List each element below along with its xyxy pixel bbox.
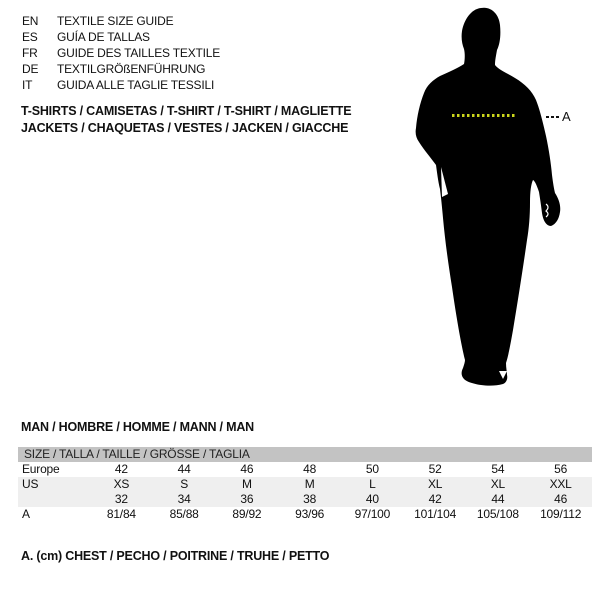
size-cell: 93/96 — [295, 507, 325, 521]
row-label: A — [22, 507, 30, 521]
language-row — [22, 13, 220, 29]
size-cell: 48 — [303, 462, 317, 476]
language-title: GUIDA ALLE TAGLIE TESSILI — [57, 78, 215, 92]
language-row — [22, 29, 220, 45]
language-row — [22, 45, 220, 61]
measurement-leader-line — [546, 116, 560, 118]
size-cell: L — [369, 477, 376, 491]
size-cell: XL — [427, 477, 443, 491]
size-cell: 46 — [554, 492, 568, 506]
section-title: MAN / HOMBRE / HOMME / MANN / MAN — [21, 420, 254, 434]
size-cell: 40 — [365, 492, 379, 506]
table-header: SIZE / TALLA / TAILLE / GRÖSSE / TAGLIA — [18, 447, 592, 462]
category-line-jackets: JACKETS / CHAQUETAS / VESTES / JACKEN / GIACCHE — [21, 121, 349, 135]
man-silhouette-icon — [395, 0, 600, 410]
language-code: IT — [22, 78, 33, 92]
table-row-europe — [18, 462, 592, 477]
row-label — [18, 492, 90, 507]
size-table — [18, 447, 592, 522]
size-cell: 44 — [177, 462, 191, 476]
size-cell: S — [180, 477, 189, 491]
size-cell: 34 — [177, 492, 191, 506]
language-code: EN — [22, 14, 39, 28]
size-cell: 52 — [428, 462, 442, 476]
table-row-us — [18, 477, 592, 492]
size-cell: 32 — [114, 492, 128, 506]
table-row-chest-a — [18, 507, 592, 522]
size-cell: 56 — [554, 462, 568, 476]
chest-measurement-line — [452, 114, 517, 117]
language-row — [22, 61, 220, 77]
size-cell: 38 — [303, 492, 317, 506]
size-cell: 105/108 — [476, 507, 519, 521]
measurement-label-a: A — [562, 109, 571, 124]
size-cell: 46 — [240, 462, 254, 476]
row-label: Europe — [22, 462, 60, 476]
size-cell: XL — [490, 477, 506, 491]
size-cell: XXL — [549, 477, 572, 491]
language-title: GUIDE DES TAILLES TEXTILE — [57, 46, 221, 60]
size-cell: 42 — [428, 492, 442, 506]
language-row — [22, 77, 220, 93]
size-cell: 97/100 — [354, 507, 391, 521]
size-cell: 50 — [365, 462, 379, 476]
size-cell: 81/84 — [106, 507, 136, 521]
size-cell: M — [241, 477, 252, 491]
size-cell: 85/88 — [169, 507, 199, 521]
language-code: FR — [22, 46, 38, 60]
table-row-numeric — [18, 492, 592, 507]
language-code: DE — [22, 62, 39, 76]
size-cell: 101/104 — [414, 507, 457, 521]
size-cell: 54 — [491, 462, 505, 476]
size-cell: 36 — [240, 492, 254, 506]
measurement-legend: A. (cm) CHEST / PECHO / POITRINE / TRUHE / PETTO — [21, 549, 330, 563]
language-list — [22, 13, 220, 93]
language-code: ES — [22, 30, 38, 44]
language-title: TEXTILE SIZE GUIDE — [57, 14, 174, 28]
size-cell: 89/92 — [232, 507, 262, 521]
row-label: US — [22, 477, 39, 491]
language-title: TEXTILGRÖßENFÜHRUNG — [57, 62, 206, 76]
category-line-tshirts: T-SHIRTS / CAMISETAS / T-SHIRT / T-SHIRT / MAGLIETTE — [21, 104, 352, 118]
size-cell: 44 — [491, 492, 505, 506]
category-lines — [21, 103, 351, 137]
size-cell: 109/112 — [540, 507, 582, 521]
size-cell: XS — [113, 477, 130, 491]
language-title: GUÍA DE TALLAS — [57, 30, 150, 44]
size-cell: 42 — [114, 462, 128, 476]
size-cell: M — [304, 477, 315, 491]
